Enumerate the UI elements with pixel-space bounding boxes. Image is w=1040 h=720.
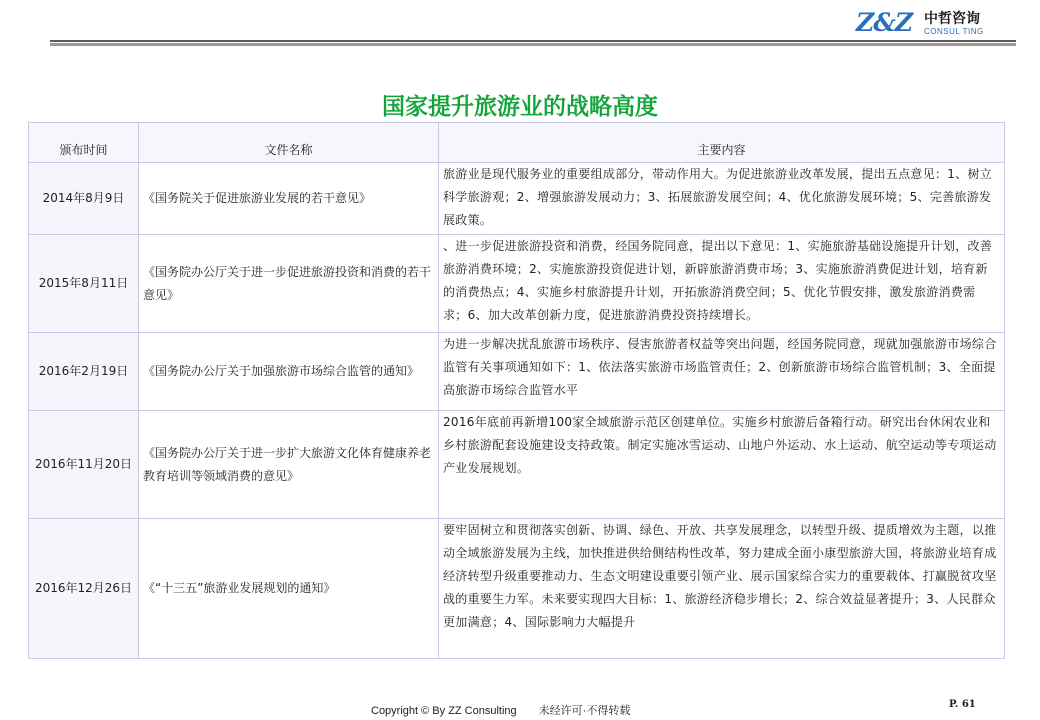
table-row <box>29 411 1005 519</box>
cell-document: 《国务院办公厅关于加强旅游市场综合监管的通知》 <box>139 333 439 411</box>
header-divider <box>50 40 1016 47</box>
footer <box>371 702 630 718</box>
cell-date: 2016年12月26日 <box>29 519 139 659</box>
cell-date: 2015年8月11日 <box>29 235 139 333</box>
logo-english-name: CONSUL TING <box>924 27 984 36</box>
column-header-summary: 主要内容 <box>439 123 1005 163</box>
cell-date: 2016年2月19日 <box>29 333 139 411</box>
table-row <box>29 333 1005 411</box>
table-row <box>29 163 1005 235</box>
footer-copyright: Copyright © By ZZ Consulting <box>371 705 517 717</box>
page-title: 国家提升旅游业的战略高度 <box>382 94 658 120</box>
header-divider-light <box>50 43 1016 46</box>
column-header-document: 文件名称 <box>139 123 439 163</box>
cell-document: 《国务院关于促进旅游业发展的若干意见》 <box>139 163 439 235</box>
cell-summary: 、进一步促进旅游投资和消费，经国务院同意，提出以下意见：1、实施旅游基础设施提升计划，改善旅游消费环境；2、实施旅游投资促进计划，新辟旅游消费市场；3、实施旅游消费促进计划，培育新的消费热点；4、实施乡村旅游提升计划，开拓旅游消费空间；5、优化节假安排，激发旅游消费需求；6、加大改革创新力度，促进旅游消费投资持续增长。 <box>439 235 1005 333</box>
column-header-date: 颁布时间 <box>29 123 139 163</box>
cell-date: 2014年8月9日 <box>29 163 139 235</box>
cell-summary: 要牢固树立和贯彻落实创新、协调、绿色、开放、共享发展理念，以转型升级、提质增效为主题，以推动全域旅游发展为主线，加快推进供给侧结构性改革，努力建成全面小康型旅游大国，将旅游业培育成经济转型升级重要推动力、生态文明建设重要引领产业、展示国家综合实力的重要载体、打赢脱贫攻坚战的重要生力军。未来要实现四大目标：1、旅游经济稳步增长；2、综合效益显著提升；3、人民群众更加满意；4、国际影响力大幅提升 <box>439 519 1005 659</box>
header-divider-dark <box>50 40 1016 42</box>
policy-table-container <box>28 122 1005 659</box>
cell-document: 《国务院办公厅关于进一步促进旅游投资和消费的若干意见》 <box>139 235 439 333</box>
cell-summary: 为进一步解决扰乱旅游市场秩序、侵害旅游者权益等突出问题，经国务院同意，现就加强旅游市场综合监管有关事项通知如下：1、依法落实旅游市场监管责任；2、创新旅游市场综合监管机制；3、全面提高旅游市场综合监管水平 <box>439 333 1005 411</box>
table-row <box>29 235 1005 333</box>
logo-chinese-name: 中哲咨询 <box>924 11 980 27</box>
footer-notice: 未经许可·不得转载 <box>538 705 631 717</box>
cell-document: 《国务院办公厅关于进一步扩大旅游文化体育健康养老教育培训等领域消费的意见》 <box>139 411 439 519</box>
company-logo <box>856 6 1026 38</box>
table-header-row <box>29 123 1005 163</box>
cell-summary: 旅游业是现代服务业的重要组成部分，带动作用大。为促进旅游业改革发展，提出五点意见：1、树立科学旅游观；2、增强旅游发展动力；3、拓展旅游发展空间；4、优化旅游发展环境；5、完善旅游发展政策。 <box>439 163 1005 235</box>
cell-summary: 2016年底前再新增100家全域旅游示范区创建单位。实施乡村旅游后备箱行动。研究出台休闲农业和乡村旅游配套设施建设支持政策。制定实施冰雪运动、山地户外运动、水上运动、航空运动等专项运动产业发展规划。 <box>439 411 1005 519</box>
policy-table <box>28 122 1005 659</box>
table-row <box>29 519 1005 659</box>
page-number: P. 61 <box>949 699 976 710</box>
cell-document: 《“十三五”旅游业发展规划的通知》 <box>139 519 439 659</box>
logo-mark: Z&Z <box>856 8 913 37</box>
cell-date: 2016年11月20日 <box>29 411 139 519</box>
